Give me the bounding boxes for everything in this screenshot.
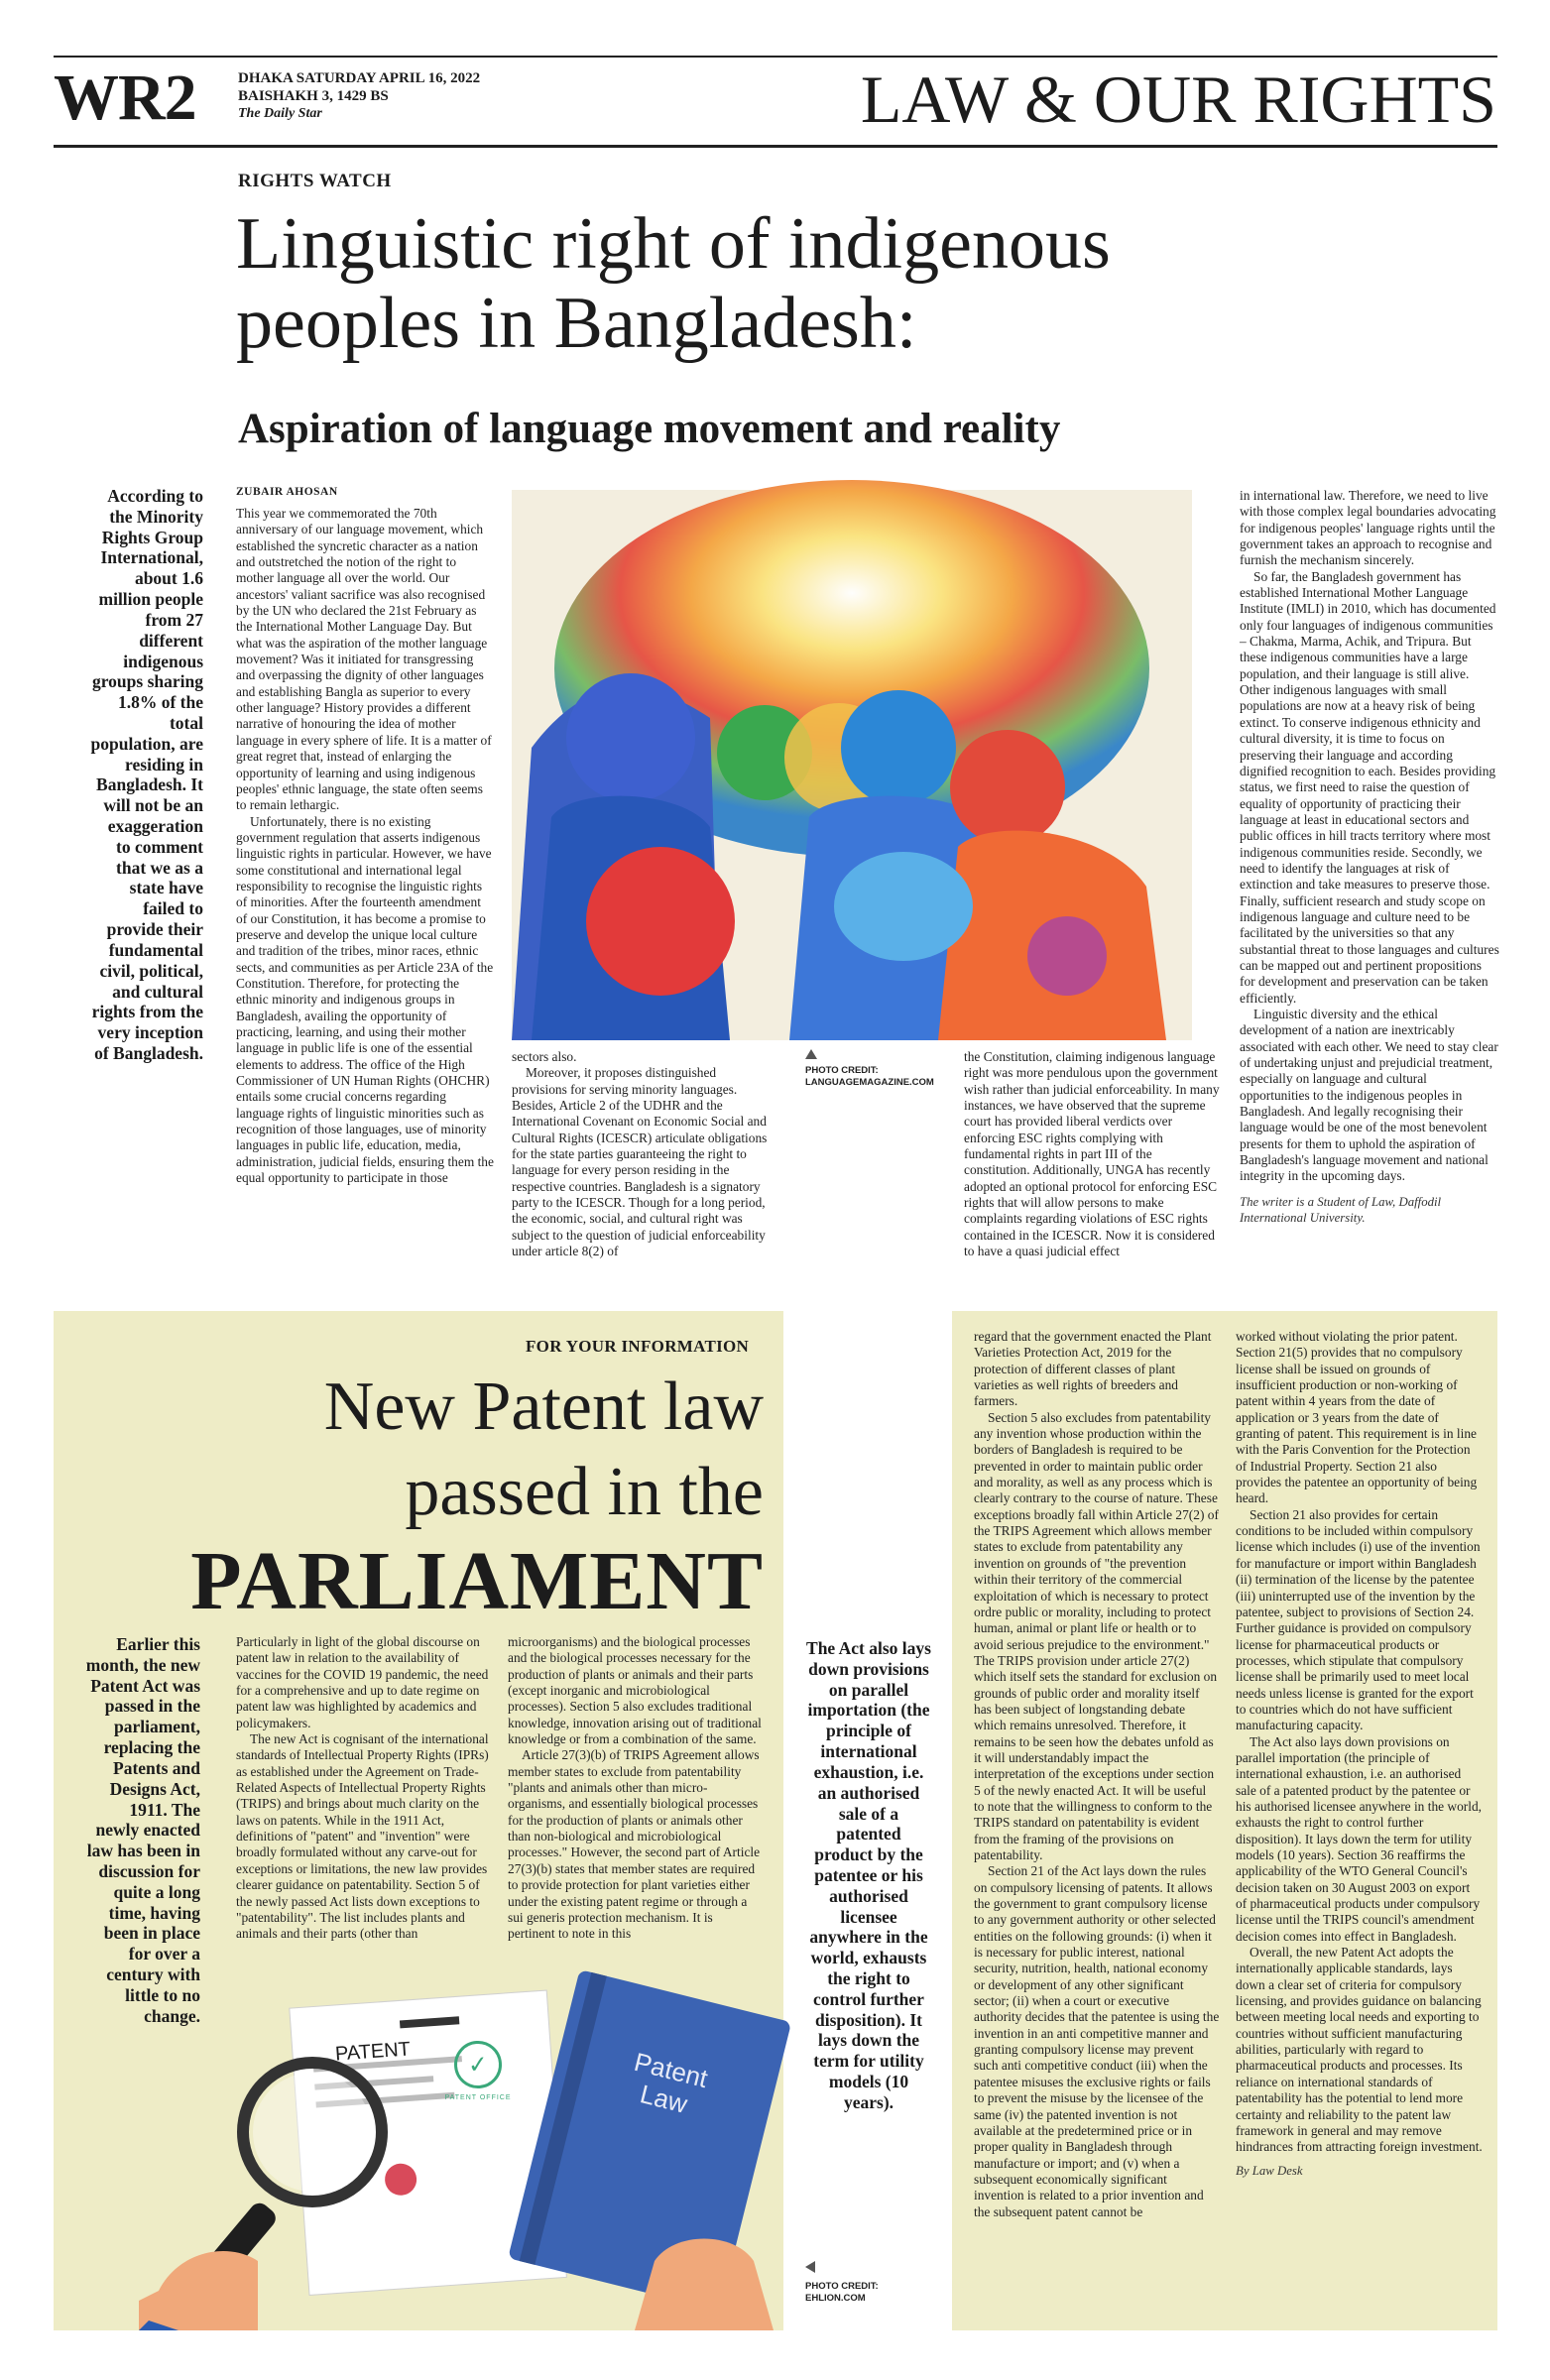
article1-headline-line2: peoples in Bangladesh: <box>236 283 917 364</box>
paragraph: sectors also. <box>512 1049 577 1064</box>
paragraph: worked without violating the prior patent. Section 21(5) provides that no compulsory license shall be issued on grounds of insufficient production or non-working of patent within 4 years from the date of application or 3 years from the date of granting of patent. This requirement is in line with the Paris Convention for the Protection of Industrial Property. Section 21 also provides the patentee an opportunity of being heard. <box>1236 1329 1478 1506</box>
paragraph: microorganisms) and the biological processes and the biological processes necessary for the production of plants or animals and their parts (except inorganic and microbiological processes). Section 5 also excludes traditional knowledge, innovation arising out of traditional knowledge or from a combination of the same. <box>508 1634 762 1747</box>
article1-column-2 <box>512 1049 768 1275</box>
patent-document-illustration <box>139 1964 774 2330</box>
article1-headline-line1: Linguistic right of indigenous <box>236 203 1111 285</box>
article2-headline-line2: passed in the <box>405 1454 764 1530</box>
article1-headline <box>236 204 1426 363</box>
article2-headline-line3: PARLIAMENT <box>190 1535 764 1627</box>
paragraph: Overall, the new Patent Act adopts the internationally applicable standards, lays down a clear set of criteria for compulsory licensing, and provides guidance on balancing between meeting local needs and exporting to countries without sufficient manufacturing abilities, particularly with regard to pharmaceutical products and processes. Its reliance on international standards of patentability has the potential to lend more certainty and reliability to the patent law framework in general and may remove hindrances from attracting foreign investment. <box>1236 1945 1483 2155</box>
section-title: LAW & OUR RIGHTS <box>860 61 1496 137</box>
article2-photo-credit <box>805 2261 934 2305</box>
writer-note: The writer is a Student of Law, Daffodil International University. <box>1240 1194 1442 1225</box>
article2-pullquote-left: Earlier this month, the new Patent Act was passed in the parliament, replacing the Patents and Designs Act, 1911. The newly enacted law has been in discussion for quite a long time, having been in place for over a century with little to no change. <box>85 1634 200 2026</box>
page-code: WR2 <box>54 61 196 134</box>
triangle-up-icon <box>805 1049 817 1059</box>
article1-column-3 <box>964 1049 1220 1275</box>
paragraph: regard that the government enacted the Plant Varieties Protection Act, 2019 for the protection of different classes of plant varieties as well rights of breeders and farmers. <box>974 1329 1212 1409</box>
article2-column-1 <box>236 1634 490 1942</box>
paragraph: So far, the Bangladesh government has established International Mother Language Institute (IMLI) in 2010, which has documented only four languages of indigenous communities – Chakma, Marma, Achik, and Tripura. But these indigenous communities have a large population, and their language is still alive. Other indigenous languages with small populations are now at a heavy risk of being extinct. To conserve indigenous ethnicity and cultural diversity, it is time to focus on preserving their language and according dignified recognition to each. Besides providing status, we first need to raise the question of equality of opportunity of practicing their language at least in educational sectors and public offices in hill tracts territory where most indigenous communities reside. Secondly, we need to identify the languages at risk of extinction and take measures to preserve those. Finally, sufficient research and study scope on indigenous language and culture need to be facilitated by the universities so that any substantial threat to those languages and cultures can be mapped out and pertinent propositions for development and preservation can be taken efficiently. <box>1240 568 1499 1006</box>
article2-byline: By Law Desk <box>1236 2163 1303 2178</box>
article2-kicker: FOR YOUR INFORMATION <box>526 1337 750 1356</box>
article1-byline: ZUBAIR AHOSAN <box>236 486 338 498</box>
paragraph: The Act also lays down provisions on parallel importation (the principle of international exhaustion, i.e. an authorised sale of a patented product by the patentee or his authorised licensee anywhere in the world, exhausts the right to control further disposition). It lays down the term for utility models (10 years). Section 36 reaffirms the applicability of the WTO General Council's decision taken on 30 August 2003 on export of pharmaceutical products under compulsory license until the TRIPS council's amendment decision comes into effect in Bangladesh. <box>1236 1733 1483 1944</box>
paper-name: The Daily Star <box>238 106 322 121</box>
article1-subhead: Aspiration of language movement and reality <box>238 406 1061 452</box>
article1-kicker: RIGHTS WATCH <box>238 171 392 191</box>
paragraph: This year we commemorated the 70th anniversary of our language movement, which established the syncretic character as a nation and outstretched the notion of the right to mother language all over the world. Our ancestors' valiant sacrifice was also recognised by the UN who declared the 21st February as the International Mother Language Day. But what was the aspiration of the mother language movement? Was it initiated for transgressing and overpassing the dignity of other languages and establishing Bangla as superior to every other language? History provides a different narrative of honouring the idea of mother language in every sphere of life. It is a matter of great regret that, instead of enlarging the opportunity of learning and using indigenous peoples' ethnic language, the state often seems to remain lethargic. <box>236 506 492 813</box>
paragraph: Article 27(3)(b) of TRIPS Agreement allows member states to exclude from patentability "plants and animals other than micro-organisms, and essentially biological processes for the production of plants or animals other than non-biological and microbiological processes." However, the second part of Article 27(3)(b) states that member states are required to provide protection for plant varieties either under the existing patent regime or through a sui generis protection mechanism. It is pertinent to note in this <box>508 1747 761 1942</box>
paragraph: The new Act is cognisant of the international standards of Intellectual Property Rights (IPRs) as established under the Agreement on Trade-Related Aspects of Intellectual Property Rights (TRIPS) and brings about much clarity on the laws on patents. While in the 1911 Act, definitions of "patent" and "invention" were broadly formulated without any carve-out for exceptions or limitations, the new law provides clearer guidance on patentability. Section 5 of the newly passed Act lists down exceptions to "patentability". The list includes plants and animals and their parts (other than <box>236 1731 489 1942</box>
article2-column-4 <box>1236 1329 1484 2320</box>
photo-credit-label: PHOTO CREDIT: <box>805 1065 879 1076</box>
paragraph: Linguistic diversity and the ethical development of a nation are inextricably associated with each other. We need to stay clear of undertaking unjust and prejudicial treatment, especially on language and cultural opportunities to the indigenous peoples in Bangladesh. And legally recognising their language would be one of the most benevolent presents for them to uphold the aspiration of Bangladesh's language movement and national integrity in the upcoming days. <box>1240 1007 1498 1184</box>
article1-column-4 <box>1240 488 1499 1281</box>
paragraph: Moreover, it proposes distinguished provisions for serving minority languages. Besides, Article 2 of the UDHR and the International Covenant on Economic Social and Cultural Rights (ICESCR) articulate obligations for the state parties guaranteeing the right to language for every person residing in the respective countries. Bangladesh is a signatory party to the ICESCR. Though for a long period, the economic, social, and cultural right was subject to the question of judicial enforceability under article 8(2) of <box>512 1065 768 1259</box>
triangle-left-icon <box>805 2261 815 2273</box>
article1-column-1 <box>236 506 494 1274</box>
paragraph: Section 5 also excludes from patentability any invention whose production within the borders of Bangladesh is required to be prevented in order to maintain public order and morality, as well as any process which is clearly contrary to the course of nature. These exceptions broadly fall within Article 27(2) of the TRIPS Agreement which allows member states to exclude from patentability any invention on grounds of "the prevention within their territory of the commercial exploitation of which is necessary to protect ordre public or morality, including to protect human, animal or plant life or health or to avoid serious prejudice to the environment." The TRIPS provision under article 27(2) which itself sets the standard for exclusion on grounds of public order and morality itself has been subject of longstanding debate which remains unresolved. Therefore, it remains to be seen how the debates unfold as it will understandably impact the interpretation of the exceptions under section 5 of the newly enacted Act. It will be useful to note that the willingness to conform to the TRIPS standard on patentability is evident from the framing of the provisions on patentability. <box>974 1409 1219 1862</box>
article2-pullquote-mid: The Act also lays down provisions on parallel importation (the principle of international exhaustion, i.e. an authorised sale of a patented product by the patentee or his authorised licensee anywhere in the world, exhausts the right to control further disposition). It lays down the term for utility models (10 years). <box>806 1638 931 2112</box>
article2-column-3 <box>974 1329 1220 2320</box>
patent-law-book-label: Patent Law <box>631 2046 711 2119</box>
paragraph: Section 21 of the Act lays down the rules on compulsory licensing of patents. It allows the government to grant compulsory license to any government authority or other selected entities on the following grounds: (i) when it is necessary for public interest, national security, nutrition, health, national economy or development of any other significant sector; (ii) when a court or executive authority decides that the patentee is using the invention in an anti competitive manner and granting compulsory license may prevent such anti competitive conduct (iii) when the patentee misuses the exclusive rights or fails to prevent the misuse by the licensee of the same (iv) the patented invention is not available at the predetermined price or in proper quality in Bangladesh through manufacture or import; and (v) when a subsequent economically significant invention is related to a prior invention and the subsequent patent cannot be <box>974 1863 1220 2219</box>
people-silhouettes-illustration <box>512 490 1192 1040</box>
paragraph: Unfortunately, there is no existing government regulation that asserts indigenous linguistic rights in particular. However, we have some constitutional and international legal responsibility to recognise the linguistic rights of minorities. After the fourteenth amendment of our Constitution, it has become a promise to preserve and develop the unique local culture and tradition of the tribes, minor races, ethnic sects, and communities as per Article 23A of the Constitution. Therefore, for protecting the ethnic minority and indigenous groups in Bangladesh, availing the opportunity of practicing, learning, and using their mother language in public life is one of the essential elements to address. The office of the High Commissioner of UN Human Rights (OHCHR) entails some crucial concerns regarding language rights of linguistic minorities such as recognition of those languages, use of minority languages in public life, education, media, administration, judicial fields, ensuring them the equal opportunity to participate in those <box>236 813 494 1186</box>
article1-illustration <box>512 490 1192 1040</box>
paragraph: Section 21 also provides for certain conditions to be included within compulsory license which includes (i) use of the invention for manufacture or import within Bangladesh (ii) termination of the license by the patentee (iii) uninterrupted use of the invention by the patentee, subject to provisions of Section 24. Further guidance is provided on compulsory license for pharmaceutical products or processes, which stipulate that compulsory license shall be primarily used to meet local needs unless license is granted for the export to countries which do not have sufficient manufacturing capacity. <box>1236 1506 1481 1733</box>
dateline-block <box>238 69 480 123</box>
photo-credit-value: EHLION.COM <box>805 2292 866 2304</box>
bangla-date: BAISHAKH 3, 1429 BS <box>238 88 389 104</box>
dateline: DHAKA SATURDAY APRIL 16, 2022 <box>238 70 481 86</box>
photo-credit-value: LANGUAGEMAGAZINE.COM <box>805 1076 934 1088</box>
article2-illustration <box>139 1964 774 2330</box>
article1-pullquote: According to the Minority Rights Group International, about 1.6 million people from 27 different indigenous groups sharing 1.8% of the total population, are residing in Bangladesh. It will not be an exaggeration to comment that we as a state have failed to provide their fundamental civil, political, and cultural rights from the very inception of Bangladesh. <box>90 486 203 1063</box>
paragraph: in international law. Therefore, we need to live with those complex legal boundaries advocating for indigenous peoples' language rights until the government takes an approach to recognise and furnish the mechanism sincerely. <box>1240 488 1496 568</box>
article2-headline <box>89 1365 764 1628</box>
article1-photo-credit <box>805 1049 944 1089</box>
masthead-bottom-rule <box>54 145 1497 148</box>
paragraph: Particularly in light of the global discourse on patent law in relation to the availability of vaccines for the COVID 19 pandemic, the need for a comprehensive and up to date regime on patent law was highlighted by academics and policymakers. <box>236 1634 489 1730</box>
check-icon: ✓ <box>466 2050 489 2080</box>
article2-headline-line1: New Patent law <box>323 1368 764 1445</box>
patent-paper-label: PATENT <box>334 2038 412 2066</box>
masthead-top-rule <box>54 56 1497 58</box>
paragraph: the Constitution, claiming indigenous language right was more pendulous upon the government wish rather than judicial enforceability. In many instances, we have observed that the supreme court has provided liberal verdicts over enforcing ESC rights complying with fundamental rights in part III of the constitution. Additionally, UNGA has recently adopted an optional protocol for enforcing ESC rights that will allow persons to make complaints regarding violations of ESC rights contained in the ICESCR. Now it is considered to have a quasi judicial effect <box>964 1049 1220 1259</box>
photo-credit-label: PHOTO CREDIT: <box>805 2281 879 2292</box>
patent-office-stamp-label: PATENT OFFICE <box>444 2094 512 2101</box>
article2-column-2 <box>508 1634 762 1965</box>
